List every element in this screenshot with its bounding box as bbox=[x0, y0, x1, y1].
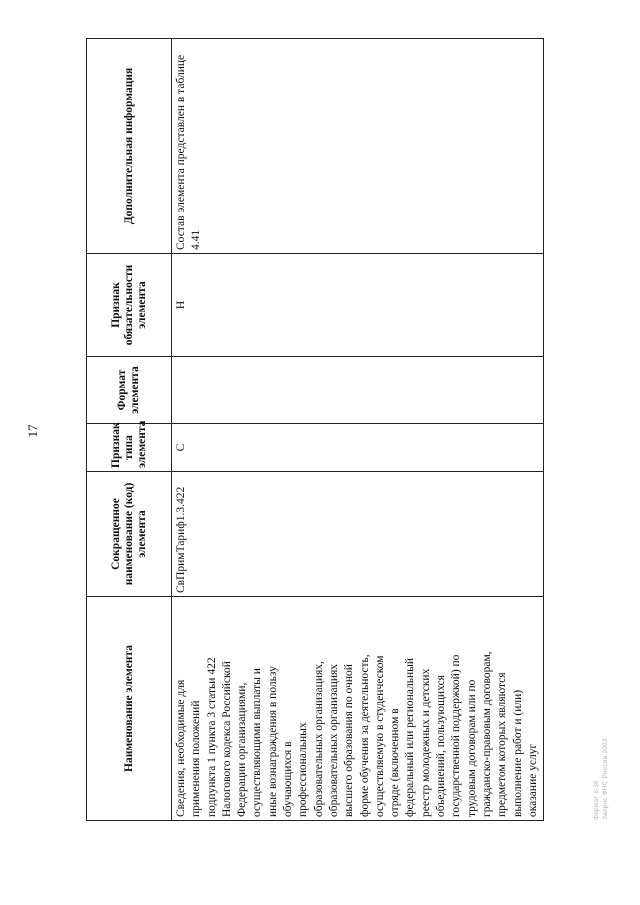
name-line: Сведения, необходимые для bbox=[175, 679, 187, 817]
element-spec-table bbox=[86, 38, 544, 821]
name-line: иные вознаграждения в пользу bbox=[266, 666, 279, 817]
page-number: 17 bbox=[25, 424, 40, 438]
name-line: гражданско-правовым договорам, bbox=[480, 651, 493, 817]
name-line: реестр молодежных и детских bbox=[419, 668, 432, 817]
stamp-line: Формат 6.36 bbox=[593, 780, 600, 820]
name-line: отряде (включенном в bbox=[389, 708, 402, 817]
name-line: высшего образования по очной bbox=[343, 664, 356, 817]
name-line: предметом которых являются bbox=[496, 672, 509, 817]
table-row bbox=[172, 39, 544, 821]
name-line: применения положений bbox=[190, 700, 203, 817]
cell-element-code: СвПримТариф1.3.422 bbox=[172, 472, 544, 597]
header-element-type: Признак типа элемента bbox=[87, 424, 172, 472]
table-header-row bbox=[87, 39, 172, 821]
name-line: трудовым договорам или по bbox=[465, 679, 478, 817]
name-line: профессиональных bbox=[297, 722, 310, 817]
name-line: обучающихся в bbox=[282, 741, 295, 817]
name-line: Налогового кодекса Российской bbox=[220, 661, 233, 817]
cell-element-format bbox=[172, 357, 544, 424]
rotated-landscape-area bbox=[86, 39, 539, 821]
header-element-required: Признак обязательности элемента bbox=[87, 254, 172, 357]
name-line: государственной поддержкой) по bbox=[450, 654, 463, 817]
cell-additional-info: Состав элемента представлен в таблице 4.41 bbox=[172, 39, 544, 254]
name-line: подпункта 1 пункта 3 статьи 422 bbox=[205, 657, 218, 817]
name-line: оказание услуг bbox=[526, 743, 539, 817]
name-line: осуществляемую в студенческом bbox=[373, 655, 386, 817]
header-element-name: Наименование элемента bbox=[87, 597, 172, 821]
header-additional-info: Дополнительная информация bbox=[87, 39, 172, 254]
name-line: образовательных организациях bbox=[327, 663, 340, 817]
document-table-frame bbox=[86, 39, 539, 821]
cell-element-required: Н bbox=[172, 254, 544, 357]
cell-element-name bbox=[172, 597, 544, 821]
name-line: форме обучения за деятельность, bbox=[358, 654, 371, 817]
header-element-code: Сокращенное наименование (код) элемента bbox=[87, 472, 172, 597]
name-line: осуществляющими выплаты и bbox=[251, 668, 264, 817]
cell-element-type: С bbox=[172, 424, 544, 472]
name-line: выполнение работ и (или) bbox=[511, 689, 524, 817]
name-line: федеральный или региональный bbox=[404, 658, 417, 817]
name-line: объединений, пользующихся bbox=[435, 675, 448, 817]
faint-stamp bbox=[592, 700, 632, 820]
stamp-line: Запрос ФНС России 2003 bbox=[602, 738, 609, 820]
name-line: Федерации организациями, bbox=[236, 682, 249, 817]
header-element-format: Формат элемента bbox=[87, 357, 172, 424]
name-line: образовательных организациях, bbox=[312, 661, 325, 817]
